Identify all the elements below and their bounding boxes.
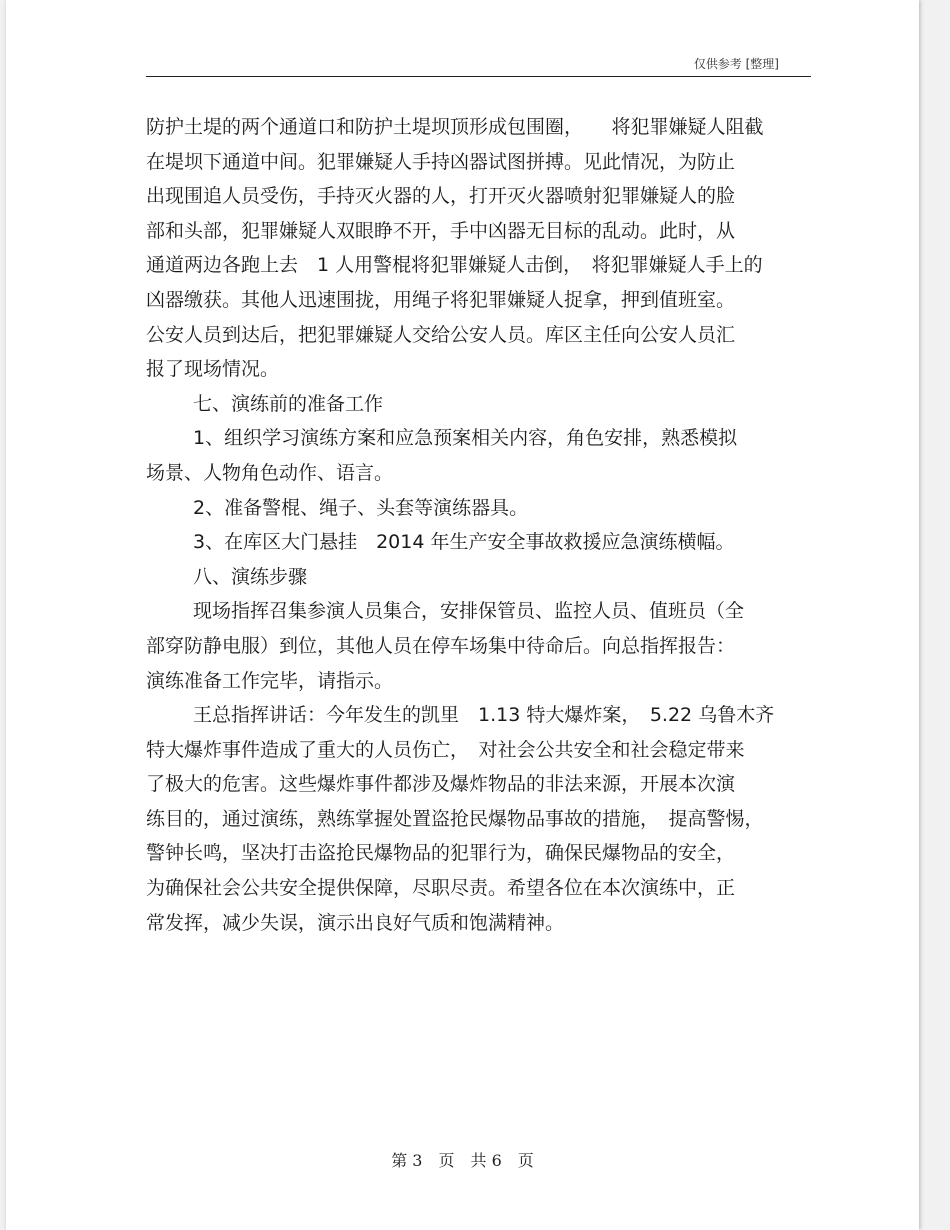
text-line: 报了现场情况。 — [146, 358, 280, 381]
text-line: 现场指挥召集参演人员集合，安排保管员、监控人员、值班员（全 — [193, 600, 745, 623]
text-line: 演练准备工作完毕，请指示。 — [146, 669, 394, 692]
text-line: 1、组织学习演练方案和应急预案相关内容，角色安排，熟悉模拟 — [193, 427, 738, 450]
text-line: 公安人员到达后，把犯罪嫌疑人交给公安人员。库区主任向公安人员汇 — [146, 323, 736, 346]
text-line: 通道两边各跑上去 1 人用警棍将犯罪嫌疑人击倒， 将犯罪嫌疑人手上的 — [146, 254, 763, 277]
document-body — [146, 110, 826, 940]
document-page — [6, 0, 919, 1230]
section-heading: 八、演练步骤 — [193, 565, 308, 588]
text-line: 警钟长鸣，坚决打击盗抢民爆物品的犯罪行为，确保民爆物品的安全， — [146, 842, 736, 865]
text-line: 特大爆炸事件造成了重大的人员伤亡， 对社会公共安全和社会稳定带来 — [146, 738, 745, 761]
text-line: 为确保社会公共安全提供保障，尽职尽责。希望各位在本次演练中，正 — [146, 877, 736, 900]
text-line: 3、在库区大门悬挂 2014 年生产安全事故救援应急演练横幅。 — [193, 531, 735, 554]
text-line: 出现围追人员受伤，手持灭火器的人，打开灭火器喷射犯罪嫌疑人的脸 — [146, 185, 736, 208]
section-heading: 七、演练前的准备工作 — [193, 392, 384, 415]
text-line: 部和头部，犯罪嫌疑人双眼睁不开，手中凶器无目标的乱动。此时，从 — [146, 219, 736, 242]
text-line: 凶器缴获。其他人迅速围拢，用绳子将犯罪嫌疑人捉拿，押到值班室。 — [146, 288, 736, 311]
text-line: 常发挥，减少失误，演示出良好气质和饱满精神。 — [146, 911, 565, 934]
text-line: 在堤坝下通道中间。犯罪嫌疑人手持凶器试图拼搏。见此情况，为防止 — [146, 150, 736, 173]
text-line: 防护土堤的两个通道口和防护土堤坝顶形成包围圈， 将犯罪嫌疑人阻截 — [146, 116, 764, 138]
text-line: 了极大的危害。这些爆炸事件都涉及爆炸物品的非法来源，开展本次演 — [146, 773, 736, 796]
page-footer: 第 3 页 共 6 页 — [391, 1151, 534, 1170]
text-line: 部穿防静电服）到位，其他人员在停车场集中待命后。向总指挥报告： — [146, 634, 736, 657]
text-line: 场景、人物角色动作、语言。 — [146, 461, 394, 484]
text-line: 王总指挥讲话：今年发生的凯里 1.13 特大爆炸案， 5.22 乌鲁木齐 — [193, 704, 775, 727]
header-rule — [146, 76, 811, 77]
page-header: 仅供参考 [整理] — [693, 57, 779, 71]
text-line: 2、准备警棍、绳子、头套等演练器具。 — [193, 496, 529, 519]
text-line: 练目的，通过演练，熟练掌握处置盗抢民爆物品事故的措施， 提高警惕， — [146, 807, 764, 830]
